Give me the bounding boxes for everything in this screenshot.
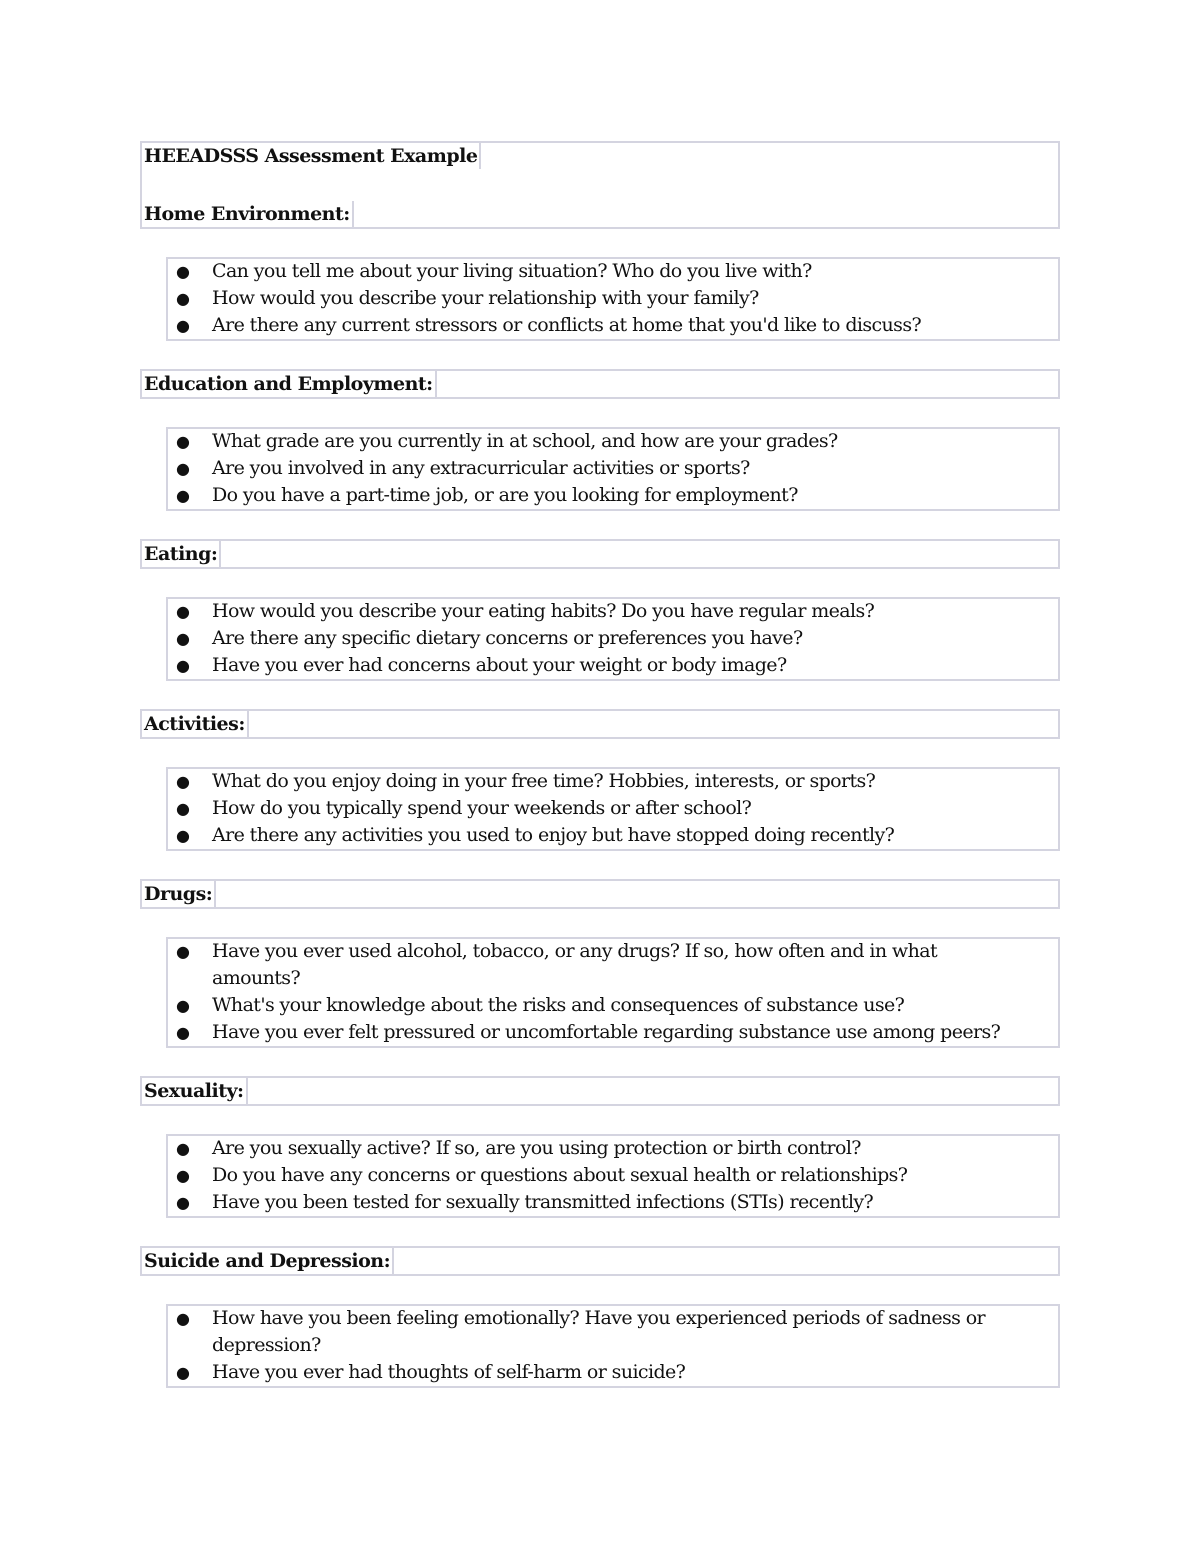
- list-item: ● Have you ever had concerns about your weight or body image?: [168, 652, 1056, 679]
- heading-box-drugs: [140, 879, 1060, 909]
- bullet-icon: ●: [176, 432, 190, 451]
- bullet-icon: ●: [176, 1139, 190, 1158]
- section-heading-drugs: Drugs:: [142, 881, 216, 907]
- question-list-sexuality: [168, 1135, 1056, 1216]
- bullet-icon: ●: [176, 996, 190, 1015]
- bullet-icon: ●: [176, 1309, 190, 1328]
- bullet-icon: ●: [176, 1193, 190, 1212]
- list-item: ● What do you enjoy doing in your free time? Hobbies, interests, or sports?: [168, 768, 1056, 795]
- bullet-icon: ●: [176, 262, 190, 281]
- list-item: ● How do you typically spend your weekends or after school?: [168, 795, 1056, 822]
- list-item: ● Are you involved in any extracurricular activities or sports?: [168, 455, 1056, 482]
- bullet-icon: ●: [176, 629, 190, 648]
- list-item: ● Have you ever felt pressured or uncomfortable regarding substance use among peers?: [168, 1019, 1028, 1046]
- question-list-suicide: [168, 1305, 1028, 1386]
- document-title: HEEADSSS Assessment Example: [142, 143, 481, 169]
- list-item: ● How have you been feeling emotionally? Have you experienced periods of sadness or depression?: [176, 1307, 986, 1356]
- section-heading-suicide-depression: Suicide and Depression:: [142, 1248, 394, 1274]
- section-heading-home-environment: Home Environment:: [142, 201, 354, 227]
- question-list-home: [168, 258, 1056, 339]
- question-list-activities: [168, 768, 1056, 849]
- list-item: ● Do you have any concerns or questions about sexual health or relationships?: [168, 1162, 1056, 1189]
- list-item: ● What grade are you currently in at school, and how are your grades?: [168, 428, 1056, 455]
- question-list-education: [168, 428, 1056, 509]
- list-item: ● Are there any current stressors or conflicts at home that you'd like to discuss?: [168, 312, 1056, 339]
- heading-box-eating: [140, 539, 1060, 569]
- section-heading-sexuality: Sexuality:: [142, 1078, 248, 1104]
- section-heading-eating: Eating:: [142, 541, 221, 567]
- bullet-icon: ●: [176, 486, 190, 505]
- list-item: ● Have you ever used alcohol, tobacco, or any drugs? If so, how often and in what amounts?: [176, 940, 937, 989]
- list-item: ● Can you tell me about your living situation? Who do you live with?: [168, 258, 1056, 285]
- section-heading-education: Education and Employment:: [142, 371, 437, 397]
- list-item: ● How would you describe your eating habits? Do you have regular meals?: [168, 598, 1056, 625]
- bullet-icon: ●: [176, 602, 190, 621]
- bullet-icon: ●: [176, 942, 190, 961]
- bullet-icon: ●: [176, 826, 190, 845]
- bullet-icon: ●: [176, 1023, 190, 1042]
- bullet-icon: ●: [176, 772, 190, 791]
- heading-box-activities: [140, 709, 1060, 739]
- list-item: ● What's your knowledge about the risks and consequences of substance use?: [168, 992, 1028, 1019]
- list-item: ● Have you been tested for sexually transmitted infections (STIs) recently?: [168, 1189, 1056, 1216]
- list-item: ● Do you have a part-time job, or are you looking for employment?: [168, 482, 1056, 509]
- bullet-icon: ●: [176, 799, 190, 818]
- list-item: ● Are there any activities you used to enjoy but have stopped doing recently?: [168, 822, 1056, 849]
- list-item: ● How would you describe your relationship with your family?: [168, 285, 1056, 312]
- bullet-icon: ●: [176, 1166, 190, 1185]
- list-item: ● Have you ever had thoughts of self-harm or suicide?: [168, 1359, 1028, 1386]
- bullet-icon: ●: [176, 1363, 190, 1382]
- bullet-icon: ●: [176, 656, 190, 675]
- list-item: ● Are you sexually active? If so, are you using protection or birth control?: [168, 1135, 1056, 1162]
- section-heading-activities: Activities:: [142, 711, 249, 737]
- question-list-eating: [168, 598, 1056, 679]
- bullet-icon: ●: [176, 316, 190, 335]
- question-list-drugs: [168, 938, 1028, 1046]
- list-item: ● Are there any specific dietary concerns or preferences you have?: [168, 625, 1056, 652]
- bullet-icon: ●: [176, 289, 190, 308]
- bullet-icon: ●: [176, 459, 190, 478]
- heading-box-sexuality: [140, 1076, 1060, 1106]
